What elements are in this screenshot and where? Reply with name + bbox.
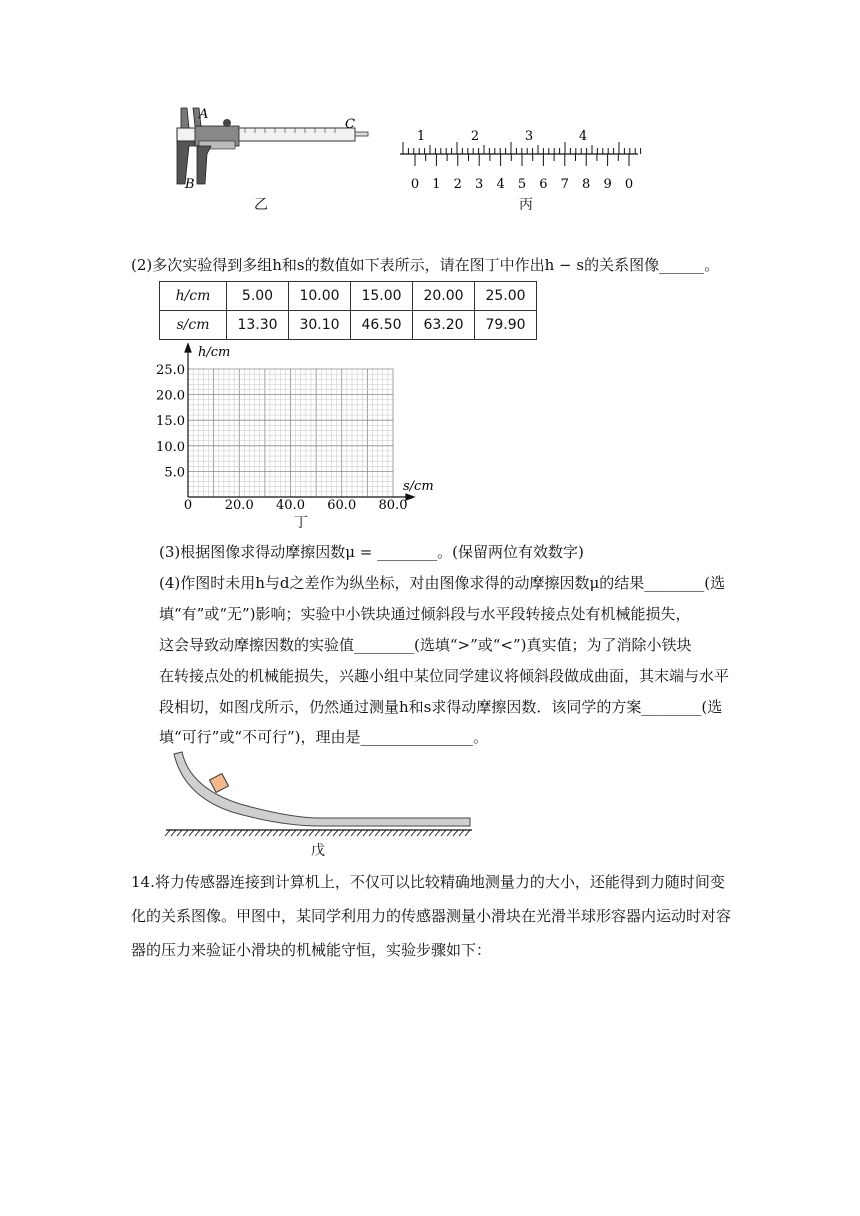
caption-yi: 乙 <box>254 197 268 213</box>
ground-hatch <box>267 830 272 836</box>
y-tick-label: 10.0 <box>156 439 185 455</box>
question-14-line: 14.将力传感器连接到计算机上，不仅可以比较精确地测量力的大小，还能得到力随时间变 <box>131 873 725 891</box>
table-cell: 20.00 <box>413 282 475 311</box>
ground-hatch <box>375 830 380 836</box>
ground-hatch <box>357 830 362 836</box>
ground-hatch <box>303 830 308 836</box>
vernier-scale-figure <box>395 124 645 196</box>
table-cell: 5.00 <box>227 282 289 311</box>
table-row <box>160 311 537 340</box>
vernier-label-3: 3 <box>475 177 484 192</box>
question-2-text: (2)多次实验得到多组h和s的数值如下表所示，请在图丁中作出h − s的关系图像______。 <box>131 256 720 274</box>
vernier-label-4: 4 <box>496 177 505 192</box>
ground-hatch <box>309 830 314 836</box>
label-c: C <box>345 117 355 132</box>
question-4-line: 在转接点处的机械能损失，兴趣小组中某位同学建议将倾斜段做成曲面，其末端与水平 <box>159 667 730 685</box>
main-scale-4: 4 <box>578 129 588 144</box>
ground-hatch <box>237 830 242 836</box>
table-header-h: h/cm <box>160 282 227 311</box>
main-scale-2: 2 <box>470 129 480 144</box>
table-row <box>160 282 537 311</box>
ground-hatch <box>297 830 302 836</box>
caption-ding: 丁 <box>294 515 308 531</box>
ground-hatch <box>465 830 470 836</box>
ground-hatch <box>165 830 170 836</box>
label-a: A <box>199 107 209 122</box>
ground-hatch <box>177 830 182 836</box>
ground-hatch <box>225 830 230 836</box>
curved-track-figure <box>160 748 475 838</box>
ground-hatch <box>429 830 434 836</box>
y-tick-label: 20.0 <box>156 388 185 404</box>
y-tick-label: 15.0 <box>156 414 185 430</box>
x-axis-label: s/cm <box>403 479 434 494</box>
y-tick-label: 5.0 <box>164 465 185 481</box>
ground-hatch <box>363 830 368 836</box>
ground-hatch <box>369 830 374 836</box>
ground-hatch <box>279 830 284 836</box>
table-cell: 30.10 <box>289 311 351 340</box>
ground-hatch <box>387 830 392 836</box>
ground-hatch <box>291 830 296 836</box>
y-axis-arrow <box>185 344 191 352</box>
origin-label: 0 <box>183 498 193 513</box>
ground-hatch <box>423 830 428 836</box>
vernier-label-5: 5 <box>517 177 527 192</box>
vernier-label-10: 0 <box>624 177 634 192</box>
ground-hatch <box>195 830 200 836</box>
ground-hatch <box>285 830 290 836</box>
vernier-label-9: 9 <box>603 177 612 192</box>
vernier-label-2: 2 <box>453 177 462 192</box>
ground-hatch <box>219 830 224 836</box>
vernier-label-0: 0 <box>410 177 420 192</box>
table-cell: 79.90 <box>475 311 537 340</box>
data-table <box>159 281 537 340</box>
ground-hatch <box>447 830 452 836</box>
y-axis-label: h/cm <box>198 345 231 360</box>
ground-hatch <box>327 830 332 836</box>
ground-hatch <box>231 830 236 836</box>
x-tick-label: 80.0 <box>378 498 408 513</box>
ground-hatch <box>381 830 386 836</box>
ground-hatch <box>261 830 266 836</box>
vernier-label-8: 8 <box>582 177 591 192</box>
ground-hatch <box>435 830 440 836</box>
caption-bing: 丙 <box>519 197 533 213</box>
question-3-text: (3)根据图像求得动摩擦因数μ = ________。(保留两位有效数字) <box>159 543 584 561</box>
question-14-line: 器的压力来验证小滑块的机械能守恒，实验步骤如下： <box>131 941 492 959</box>
ground-hatch <box>411 830 416 836</box>
ground-hatch <box>189 830 194 836</box>
ground-hatch <box>441 830 446 836</box>
question-4-line: 段相切，如图戊所示，仍然通过测量h和s求得动摩擦因数．该同学的方案________(选 <box>159 698 723 716</box>
h-s-graph <box>150 340 450 530</box>
table-header-s: s/cm <box>160 311 227 340</box>
vernier-label-1: 1 <box>432 177 441 192</box>
ground-hatch <box>249 830 254 836</box>
label-b: B <box>185 177 195 192</box>
y-tick-label: 25.0 <box>156 363 185 378</box>
ground-hatch <box>339 830 344 836</box>
x-tick-label: 60.0 <box>327 498 357 513</box>
table-cell: 10.00 <box>289 282 351 311</box>
ground-hatch <box>183 830 188 836</box>
ground-hatch <box>417 830 422 836</box>
question-4-line: 填“有”或“无”)影响；实验中小铁块通过倾斜段与水平段转接点处有机械能损失， <box>159 605 691 623</box>
ground-hatch <box>171 830 176 836</box>
table-cell: 15.00 <box>351 282 413 311</box>
ground-hatch <box>201 830 206 836</box>
x-tick-label: 20.0 <box>224 498 254 513</box>
vernier-label-7: 7 <box>560 177 569 192</box>
ground-hatch <box>405 830 410 836</box>
ground-hatch <box>345 830 350 836</box>
ground-hatch <box>243 830 248 836</box>
main-scale-1: 1 <box>416 129 426 144</box>
question-4-line: 这会导致动摩擦因数的实验值________(选填“>”或“<”)真实值；为了消除小铁块 <box>159 636 692 654</box>
ground-hatch <box>459 830 464 836</box>
caption-wu: 戊 <box>311 843 325 859</box>
iron-block <box>210 774 229 793</box>
ground-hatch <box>207 830 212 836</box>
x-tick-label: 40.0 <box>276 498 305 513</box>
question-4-line: (4)作图时未用h与d之差作为纵坐标，对由图像求得的动摩擦因数μ的结果________(选 <box>159 574 726 592</box>
ground-hatch <box>333 830 338 836</box>
main-scale-3: 3 <box>524 129 534 144</box>
table-cell: 25.00 <box>475 282 537 311</box>
ground-hatch <box>399 830 404 836</box>
ground-hatch <box>315 830 320 836</box>
question-4-line: 填“可行”或“不可行”)，理由是_______________。 <box>159 728 489 746</box>
table-cell: 13.30 <box>227 311 289 340</box>
ground-hatch <box>321 830 326 836</box>
ground-hatch <box>255 830 260 836</box>
ground-hatch <box>453 830 458 836</box>
table-cell: 63.20 <box>413 311 475 340</box>
table-cell: 46.50 <box>351 311 413 340</box>
ground-hatch <box>273 830 278 836</box>
ground-hatch <box>351 830 356 836</box>
question-14-line: 化的关系图像。甲图中，某同学利用力的传感器测量小滑块在光滑半球形容器内运动时对容 <box>131 907 732 925</box>
vernier-label-6: 6 <box>539 177 548 192</box>
ground-hatch <box>213 830 218 836</box>
ground-hatch <box>393 830 398 836</box>
